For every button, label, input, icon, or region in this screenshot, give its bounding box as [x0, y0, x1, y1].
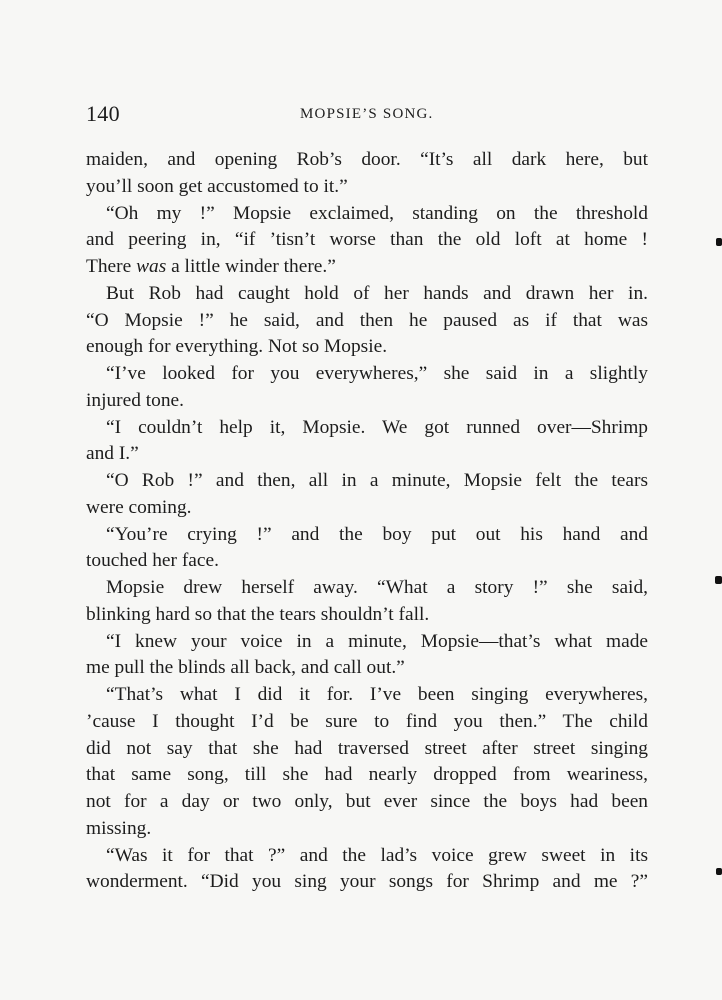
text-line: “You’re crying !” and the boy put out his hand and [106, 523, 648, 545]
text-line: wonderment. “Did you sing your songs for Shrimp and me ?” [86, 871, 648, 893]
text-line: and I.” [86, 443, 139, 465]
body-text [86, 147, 648, 896]
scan-edge-mark [715, 576, 722, 584]
text-line: touched her face. [86, 550, 219, 572]
text-line: that same song, till she had nearly dropped from weariness, [86, 764, 648, 786]
text-line: “I’ve looked for you everywheres,” she said in a slightly [106, 363, 648, 384]
text-line: “Oh my !” Mopsie exclaimed, standing on the threshold [106, 202, 648, 224]
text-line: Mopsie drew herself away. “What a story !” she said, [106, 577, 648, 598]
text-line: There was a little winder there.” [86, 256, 336, 277]
running-head [86, 101, 646, 131]
text-line: But Rob had caught hold of her hands and drawn her in. [106, 282, 648, 304]
text-line: me pull the blinds all back, and call out.” [86, 657, 405, 679]
emphasis-word: was [136, 256, 167, 277]
text-line: missing. [86, 817, 152, 839]
text-line: blinking hard so that the tears shouldn’t fall. [86, 603, 430, 625]
running-head-title: MOPSIE’S SONG. [300, 106, 434, 122]
text-line: “O Mopsie !” he said, and then he paused as if that was [86, 309, 648, 331]
text-line: were coming. [86, 496, 192, 518]
text-line: and peering in, “if ’tisn’t worse than the old loft at home ! [86, 229, 648, 251]
page-number: 140 [86, 101, 120, 126]
scan-edge-mark [716, 238, 722, 246]
text-line: “That’s what I did it for. I’ve been singing everywheres, [106, 684, 648, 705]
text-line: ’cause I thought I’d be sure to find you then.” The child [86, 710, 648, 732]
text-line: maiden, and opening Rob’s door. “It’s all dark here, but [86, 149, 648, 170]
text-line: you’ll soon get accustomed to it.” [86, 175, 348, 197]
text-line: enough for everything. Not so Mopsie. [86, 336, 388, 358]
text-line: “I couldn’t help it, Mopsie. We got runned over—Shrimp [106, 416, 648, 438]
text-line: injured tone. [86, 389, 185, 411]
scan-edge-mark [716, 868, 722, 875]
text-line: “O Rob !” and then, all in a minute, Mopsie felt the tears [106, 470, 648, 491]
text-line: did not say that she had traversed street after street singing [86, 737, 648, 759]
text-line: “I knew your voice in a minute, Mopsie—that’s what made [106, 630, 648, 652]
text-line: “Was it for that ?” and the lad’s voice grew sweet in its [106, 844, 648, 866]
text-line: not for a day or two only, but ever since the boys had been [86, 791, 648, 812]
